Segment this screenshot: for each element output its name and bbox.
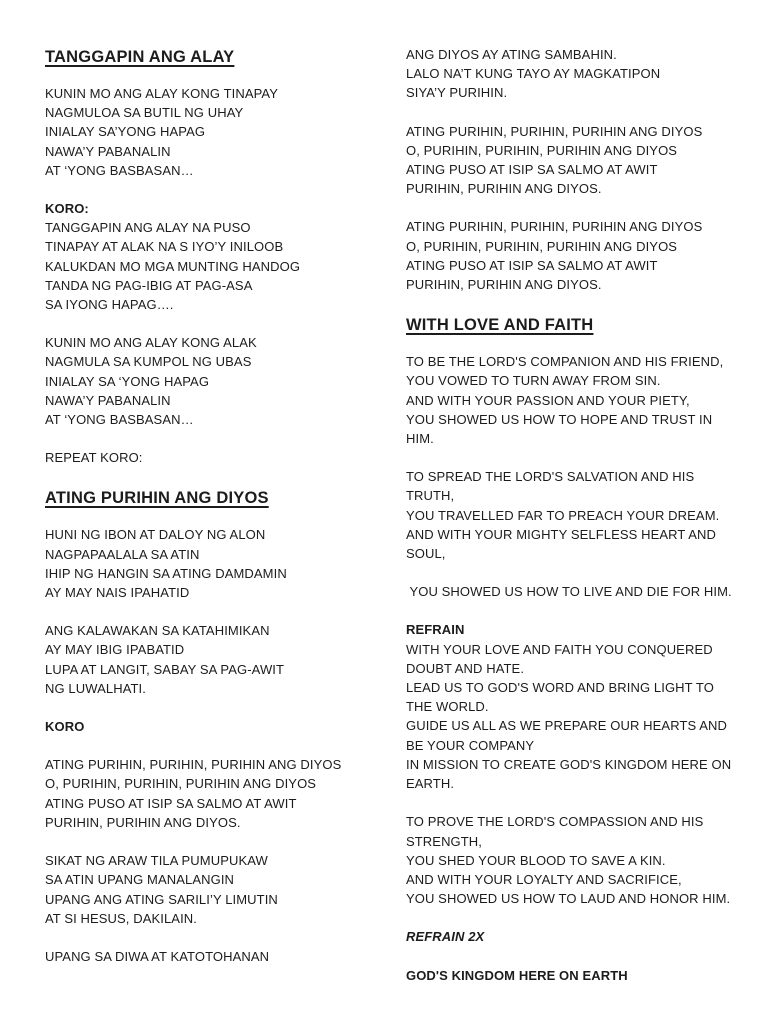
song-title-text: TANGGAPIN ANG ALAY: [45, 48, 235, 66]
lyric-line: WITH YOUR LOVE AND FAITH YOU CONQUERED: [406, 641, 713, 657]
lyric-line: TO BE THE LORD'S COMPANION AND HIS FRIEND,: [406, 354, 724, 370]
stanza: [406, 620, 741, 793]
lyric-line: AT ‘YONG BASBASAN…: [45, 412, 194, 428]
lyric-line: NG LUWALHATI.: [45, 680, 146, 696]
song-title: [406, 313, 741, 337]
stanza: [406, 467, 741, 563]
stanza: [45, 947, 395, 966]
lyric-line: YOU SHOWED US HOW TO LAUD AND HONOR HIM.: [406, 891, 731, 907]
lyric-line: BE YOUR COMPANY: [406, 737, 535, 753]
stanza: [45, 755, 395, 832]
lyric-line: NAGMULA SA KUMPOL NG UBAS: [45, 354, 252, 370]
lyric-line: LALO NA’T KUNG TAYO AY MAGKATIPON: [406, 66, 661, 82]
lyric-line: THE WORLD.: [406, 699, 489, 715]
lyric-line: TANDA NG PAG-IBIG AT PAG-ASA: [45, 277, 253, 293]
lyric-line: INIALAY SA ‘YONG HAPAG: [45, 373, 210, 389]
stanza: [45, 333, 395, 429]
stanza: [406, 122, 741, 199]
lyric-line: AND WITH YOUR LOYALTY AND SACRIFICE,: [406, 871, 682, 887]
lyric-line: NAGPAPAALALA SA ATIN: [45, 546, 200, 562]
lyric-line: IHIP NG HANGIN SA ATING DAMDAMIN: [45, 565, 287, 581]
lyric-line: YOU TRAVELLED FAR TO PREACH YOUR DREAM.: [406, 507, 720, 523]
lyric-line: ATING PURIHIN, PURIHIN, PURIHIN ANG DIYOS: [45, 757, 342, 773]
lyric-line: LUPA AT LANGIT, SABAY SA PAG-AWIT: [45, 661, 285, 677]
lyric-line: KUNIN MO ANG ALAY KONG TINAPAY: [45, 86, 278, 101]
right-column: [406, 45, 741, 985]
lyric-line: TINAPAY AT ALAK NA S IYO’Y INILOOB: [45, 239, 284, 255]
section-label: KORO:: [45, 201, 89, 217]
lyric-line: NAWA’Y PABANALIN: [45, 143, 171, 159]
lyric-line: SA IYONG HAPAG….: [45, 297, 174, 313]
lyric-line: TRUTH,: [406, 488, 455, 504]
lyric-line: YOU VOWED TO TURN AWAY FROM SIN.: [406, 373, 661, 389]
lyric-line: PURIHIN, PURIHIN ANG DIYOS.: [406, 277, 602, 293]
song-title: [45, 45, 395, 69]
lyric-line: AND WITH YOUR MIGHTY SELFLESS HEART AND: [406, 526, 716, 542]
section-label: REFRAIN 2X: [406, 929, 485, 945]
song-title-text: WITH LOVE AND FAITH: [406, 316, 594, 335]
lyric-line: ATING PURIHIN, PURIHIN, PURIHIN ANG DIYOS: [406, 219, 703, 235]
stanza: [406, 966, 741, 985]
lyric-line: EARTH.: [406, 776, 455, 792]
lyric-line: ATING PUSO AT ISIP SA SALMO AT AWIT: [45, 795, 297, 811]
lyric-line: KUNIN MO ANG ALAY KONG ALAK: [45, 335, 257, 351]
lyric-line: SOUL,: [406, 546, 446, 562]
lyric-line: AY MAY IBIG IPABATID: [45, 642, 185, 658]
lyric-line: UPANG SA DIWA AT KATOTOHANAN: [45, 948, 270, 964]
lyric-line: ANG DIYOS AY ATING SAMBAHIN.: [406, 47, 617, 62]
lyric-line: O, PURIHIN, PURIHIN, PURIHIN ANG DIYOS: [45, 776, 317, 792]
lyric-line: SIKAT NG ARAW TILA PUMUPUKAW: [45, 853, 268, 869]
lyric-line: REPEAT KORO:: [45, 450, 143, 466]
lyric-line: AT SI HESUS, DAKILAIN.: [45, 910, 197, 926]
lyric-line: HIM.: [406, 431, 434, 447]
lyric-line: YOU SHOWED US HOW TO HOPE AND TRUST IN: [406, 411, 713, 427]
lyric-line: TANGGAPIN ANG ALAY NA PUSO: [45, 220, 251, 236]
lyric-line: ATING PURIHIN, PURIHIN, PURIHIN ANG DIYOS: [406, 123, 703, 139]
lyric-line: TO PROVE THE LORD'S COMPASSION AND HIS: [406, 814, 704, 830]
lyric-line: O, PURIHIN, PURIHIN, PURIHIN ANG DIYOS: [406, 238, 678, 254]
lyric-line: YOU SHED YOUR BLOOD TO SAVE A KIN.: [406, 852, 666, 868]
stanza: [45, 525, 395, 602]
lyric-line: ATING PUSO AT ISIP SA SALMO AT AWIT: [406, 162, 658, 178]
lyric-line: SA ATIN UPANG MANALANGIN: [45, 872, 235, 888]
lyric-line: AY MAY NAIS IPAHATID: [45, 585, 190, 601]
lyric-line: AND WITH YOUR PASSION AND YOUR PIETY,: [406, 392, 690, 408]
song-title: [45, 486, 395, 510]
lyric-line: AT ‘YONG BASBASAN…: [45, 162, 194, 178]
section-label: GOD'S KINGDOM HERE ON EARTH: [406, 967, 628, 983]
lyric-line: DOUBT AND HATE.: [406, 660, 525, 676]
lyric-line: ANG KALAWAKAN SA KATAHIMIKAN: [45, 623, 270, 639]
lyric-line: GUIDE US ALL AS WE PREPARE OUR HEARTS AND: [406, 718, 727, 734]
song-title-text: ATING PURIHIN ANG DIYOS: [45, 489, 269, 508]
stanza: [45, 199, 395, 314]
lyric-line: LEAD US TO GOD'S WORD AND BRING LIGHT TO: [406, 680, 714, 696]
stanza: [45, 717, 395, 736]
lyric-line: PURIHIN, PURIHIN ANG DIYOS.: [406, 181, 602, 197]
lyric-line: IN MISSION TO CREATE GOD'S KINGDOM HERE ON: [406, 756, 732, 772]
lyric-line: STRENGTH,: [406, 833, 483, 849]
lyric-line: YOU SHOWED US HOW TO LIVE AND DIE FOR HIM.: [406, 584, 732, 600]
section-label: REFRAIN: [406, 622, 465, 638]
stanza: [45, 84, 395, 180]
stanza: [406, 45, 741, 103]
lyric-line: O, PURIHIN, PURIHIN, PURIHIN ANG DIYOS: [406, 142, 678, 158]
lyric-line: HUNI NG IBON AT DALOY NG ALON: [45, 527, 266, 543]
stanza: [45, 851, 395, 928]
lyric-line: NAGMULOA SA BUTIL NG UHAY: [45, 105, 244, 121]
lyric-line: NAWA’Y PABANALIN: [45, 392, 171, 408]
stanza: [406, 812, 741, 908]
stanza: [45, 448, 395, 467]
lyric-line: INIALAY SA’YONG HAPAG: [45, 124, 206, 140]
lyric-line: TO SPREAD THE LORD'S SALVATION AND HIS: [406, 469, 695, 485]
stanza: [406, 217, 741, 294]
left-column: [45, 45, 395, 966]
lyric-line: ATING PUSO AT ISIP SA SALMO AT AWIT: [406, 257, 658, 273]
lyric-line: UPANG ANG ATING SARILI’Y LIMUTIN: [45, 891, 278, 907]
lyric-line: KALUKDAN MO MGA MUNTING HANDOG: [45, 258, 301, 274]
section-label: KORO: [45, 719, 85, 735]
stanza: [406, 927, 741, 946]
stanza: [406, 352, 741, 448]
stanza: [45, 621, 395, 698]
stanza: [406, 582, 741, 601]
lyric-line: SIYA’Y PURIHIN.: [406, 85, 508, 101]
lyric-line: PURIHIN, PURIHIN ANG DIYOS.: [45, 814, 241, 830]
